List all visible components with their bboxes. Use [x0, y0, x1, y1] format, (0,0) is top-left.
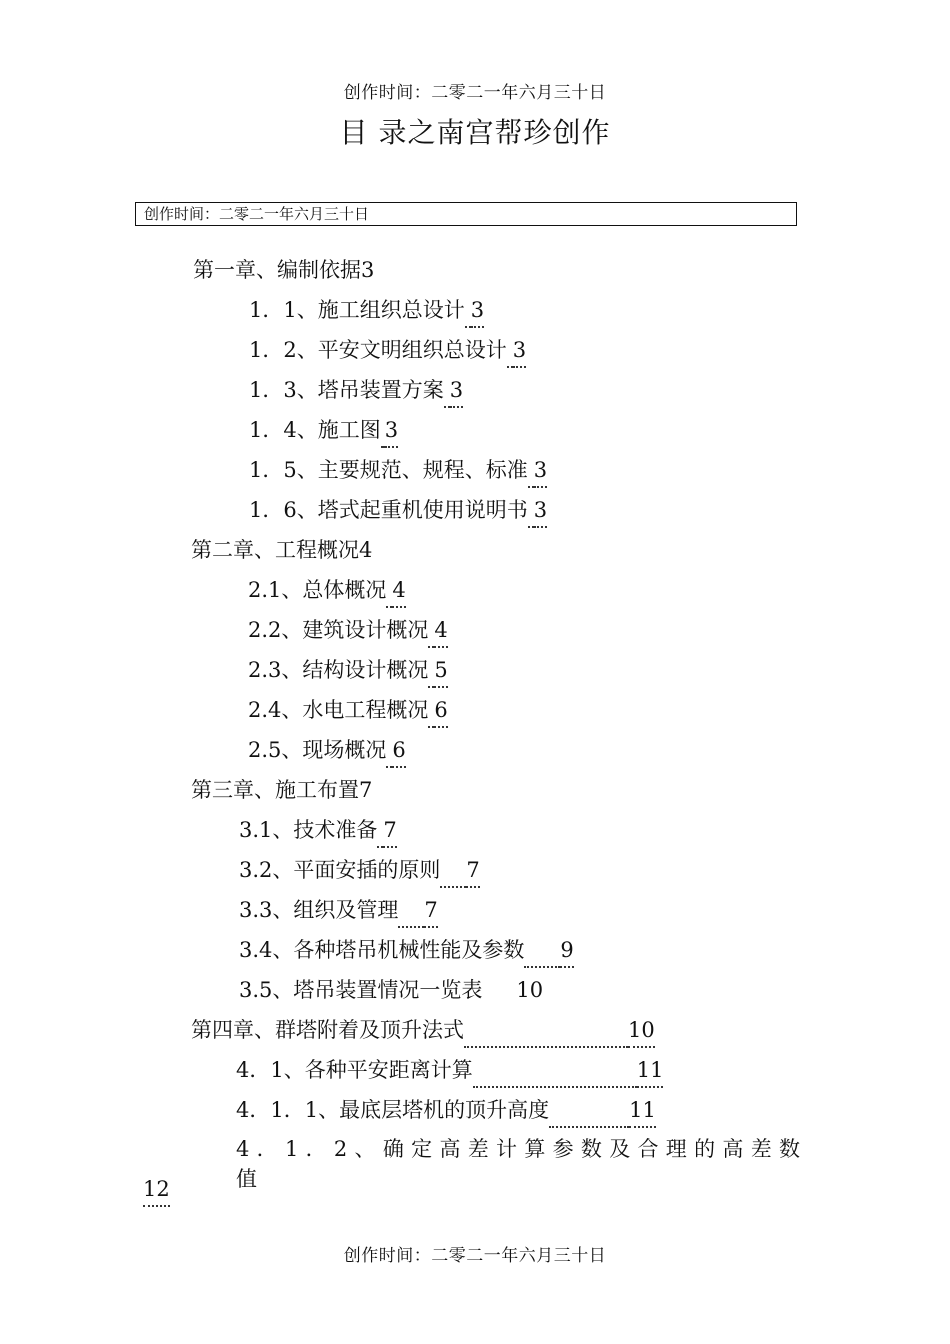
toc-entry-page: 6	[434, 695, 447, 725]
toc-leader-dots	[398, 895, 424, 925]
toc-entry-page: 7	[466, 855, 479, 885]
toc-leader-dots	[524, 935, 560, 965]
toc-entry-1-1[interactable]	[249, 295, 484, 325]
toc-leader-dots	[464, 1015, 628, 1045]
toc-entry-1-6[interactable]	[249, 495, 547, 525]
toc-entry-text: 3.5、塔吊装置情况一览表	[239, 978, 483, 1002]
toc-entry-text: 1．5、主要规范、规程、标准	[249, 458, 528, 482]
toc-entry-text: 3.4、各种塔吊机械性能及参数	[239, 938, 525, 962]
toc-leader-dots	[473, 1055, 637, 1085]
header-created-time: 创作时间：二零二一年六月三十日	[343, 83, 607, 103]
toc-entry-text: 第四章、群塔附着及顶升法式	[191, 1018, 464, 1042]
toc-entry-4-1-2[interactable]: 4．1．2、确定高差计算参数及合理的高差数值	[236, 1137, 806, 1191]
toc-entry-page: 7	[424, 895, 437, 925]
boxed-created-time: 创作时间：二零二一年六月三十日	[135, 202, 797, 226]
toc-entry-text: 1．3、塔吊装置方案	[249, 378, 444, 402]
toc-entry-page: 11	[629, 1095, 656, 1125]
toc-entry-page: 7	[383, 815, 396, 845]
toc-entry-page: 3	[513, 335, 526, 365]
toc-entry-page: 3	[450, 375, 463, 405]
toc-entry-text: 1．1、施工组织总设计	[249, 298, 465, 322]
toc-entry-1-2[interactable]	[249, 335, 526, 365]
toc-entry-page: 4	[359, 538, 373, 562]
toc-entry-chapter-1[interactable]	[193, 255, 374, 285]
toc-entry-page: 4	[392, 575, 405, 605]
toc-entry-chapter-4[interactable]	[191, 1015, 655, 1045]
toc-entry-text: 2.2、建筑设计概况	[248, 618, 429, 642]
toc-entry-2-4[interactable]	[248, 695, 448, 725]
toc-entry-text: 第二章、工程概况	[191, 538, 359, 562]
toc-entry-3-5[interactable]	[239, 975, 543, 1005]
toc-entry-4-1-1[interactable]	[236, 1095, 656, 1125]
toc-entry-page: 3	[471, 295, 484, 325]
toc-entry-page: 10	[628, 1015, 655, 1045]
toc-entry-page: 11	[637, 1055, 664, 1085]
toc-entry-2-1[interactable]	[248, 575, 406, 605]
toc-entry-text: 3.3、组织及管理	[239, 898, 399, 922]
toc-entry-text: 1．6、塔式起重机使用说明书	[249, 498, 528, 522]
toc-entry-text: 1．4、施工图	[249, 418, 381, 442]
toc-entry-text: 4．1、各种平安距离计算	[236, 1058, 473, 1082]
toc-entry-2-2[interactable]	[248, 615, 448, 645]
toc-entry-page: 3	[534, 455, 547, 485]
toc-entry-page: 3	[361, 258, 375, 282]
toc-entry-text: 第三章、施工布置	[191, 778, 359, 802]
toc-entry-text: 2.3、结构设计概况	[248, 658, 429, 682]
toc-entry-2-5[interactable]	[248, 735, 406, 765]
toc-entry-text: 3.2、平面安插的原则	[239, 858, 441, 882]
toc-entry-1-4[interactable]	[249, 415, 398, 445]
toc-entry-text: 2.4、水电工程概况	[248, 698, 429, 722]
toc-entry-page: 4	[434, 615, 447, 645]
toc-entry-chapter-2[interactable]	[191, 535, 372, 565]
toc-entry-3-1[interactable]	[239, 815, 397, 845]
toc-entry-page: 3	[534, 495, 547, 525]
toc-entry-4-1[interactable]	[236, 1055, 663, 1085]
toc-entry-page: 7	[359, 778, 373, 802]
toc-entry-1-3[interactable]	[249, 375, 463, 405]
toc-entry-page: 5	[434, 655, 447, 685]
toc-entry-text: 第一章、编制依据	[193, 258, 361, 282]
toc-entry-page: 6	[392, 735, 405, 765]
toc-entry-1-5[interactable]	[249, 455, 547, 485]
toc-entry-4-1-2-page[interactable]: 12	[143, 1174, 170, 1204]
toc-title: 目 录之南宫帮珍创作	[339, 116, 611, 149]
toc-entry-page: 10	[516, 978, 544, 1002]
toc-entry-3-3[interactable]	[239, 895, 438, 925]
toc-leader-dots	[440, 855, 466, 885]
toc-leader-dots	[549, 1095, 629, 1125]
toc-entry-2-3[interactable]	[248, 655, 448, 685]
toc-entry-page: 9	[560, 935, 573, 965]
toc-entry-text: 1．2、平安文明组织总设计	[249, 338, 507, 362]
toc-entry-text: 4．1．1、最底层塔机的顶升高度	[236, 1098, 550, 1122]
toc-entry-chapter-3[interactable]	[191, 775, 372, 805]
footer-created-time: 创作时间：二零二一年六月三十日	[343, 1246, 607, 1266]
toc-entry-text: 2.5、现场概况	[248, 738, 387, 762]
toc-entry-text: 3.1、技术准备	[239, 818, 378, 842]
toc-entry-page: 3	[385, 415, 398, 445]
toc-entry-3-4[interactable]	[239, 935, 574, 965]
toc-entry-text: 2.1、总体概况	[248, 578, 387, 602]
toc-entry-3-2[interactable]	[239, 855, 480, 885]
